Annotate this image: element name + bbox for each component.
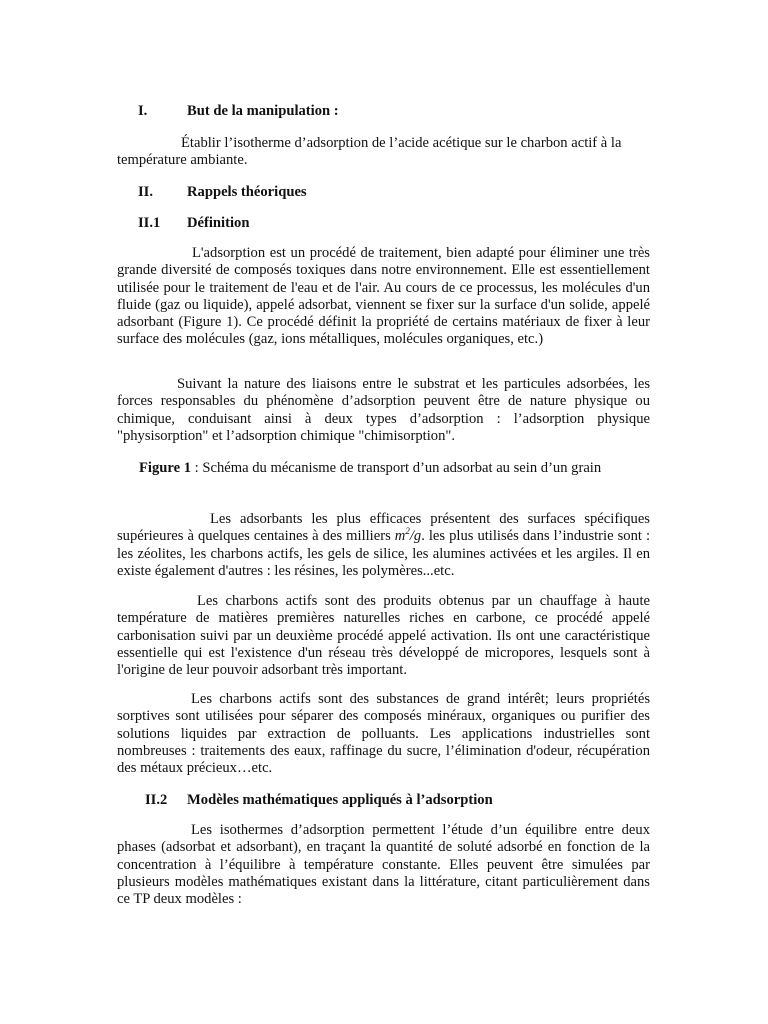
objective-line-2: température ambiante. xyxy=(117,152,248,168)
unit-m2-per-g: $m^2/g$ xyxy=(394,526,422,545)
paragraph-forces: Suivant la nature des liaisons entre le substrat et les particules adsorbées, les forces responsables du phénomène d’adsorption peuvent être de nature physique ou chimique, conduisant ainsi à deux types d’adsorption : l’adsorption physique "physisorption" et l’adsorption chimique "chimisorption". xyxy=(117,376,650,444)
adsorbants-text-before: Les adsorbants les plus efficaces présentent des surfaces spécifiques supérieures à quelques centaines à des milliers xyxy=(117,511,650,545)
section-title: Définition xyxy=(187,215,250,231)
paragraph-charbons-2: Les charbons actifs sont des substances de grand intérêt; leurs propriétés sorptives sont utilisées pour séparer des composés minéraux, organiques ou purifier des solutions liquides par extraction de polluants. Les applications industrielles sont nombreuses : traitements des eaux, raffinage du sucre, l’élimination d'odeur, récupération des métaux précieux…etc. xyxy=(117,691,650,777)
figure-caption xyxy=(139,459,601,477)
section-number: II.1 xyxy=(138,215,161,231)
paragraph-definition: L'adsorption est un procédé de traitement, bien adapté pour éliminer une très grande diversité de composés toxiques dans notre environnement. Elle est essentiellement utilisée pour le traitement de l'eau et de l'air. Au cours de ce processus, les molécules d'un fluide (gaz ou liquide), appelé adsorbat, viennent se fixer sur la surface d'un solide, appelé adsorbant (Figure 1). Ce procédé définit la propriété de certains matériaux de fixer à leur surface des molécules (gaz, ions métalliques, molécules organiques, etc.) xyxy=(117,245,650,348)
adsorbants-text-after: . les plus utilisés dans l’industrie sont : les zéolites, les charbons actifs, les gels de silice, les alumines activées et les argiles. Il en existe également d'autres : les résines, les polymères...etc. xyxy=(117,528,650,579)
paragraph-charbons-1: Les charbons actifs sont des produits obtenus par un chauffage à haute température de matières premières naturelles riches en carbone, ce procédé appelé carbonisation suivi par un deuxième procédé appelé activation. Ils ont une caractéristique essentielle qui est l'existence d'un réseau très développé de micropores, lesquels sont à l'origine de leur pouvoir adsorbant très important. xyxy=(117,593,650,679)
figure-label: Figure 1 xyxy=(139,460,192,476)
section-title: But de la manipulation : xyxy=(187,103,339,119)
section-number: II.2 xyxy=(145,792,168,808)
figure-caption-text: : Schéma du mécanisme de transport d’un adsorbat au sein d’un grain xyxy=(191,460,602,476)
section-number: I. xyxy=(138,103,148,119)
section-title: Rappels théoriques xyxy=(187,184,307,200)
section-number: II. xyxy=(138,184,154,200)
paragraph-isothermes: Les isothermes d’adsorption permettent l’étude d’un équilibre entre deux phases (adsorbat et adsorbant), en traçant la quantité de soluté adsorbé en fonction de la concentration à l’équilibre à température constante. Elles peuvent être simulées par plusieurs modèles mathématiques existant dans la littérature, citant particulièrement dans ce TP deux modèles : xyxy=(117,822,650,908)
section-title: Modèles mathématiques appliqués à l’adsorption xyxy=(187,792,493,808)
objective-line-1: Établir l’isotherme d’adsorption de l’acide acétique sur le charbon actif à la xyxy=(181,135,622,151)
paragraph-adsorbants xyxy=(117,511,650,580)
